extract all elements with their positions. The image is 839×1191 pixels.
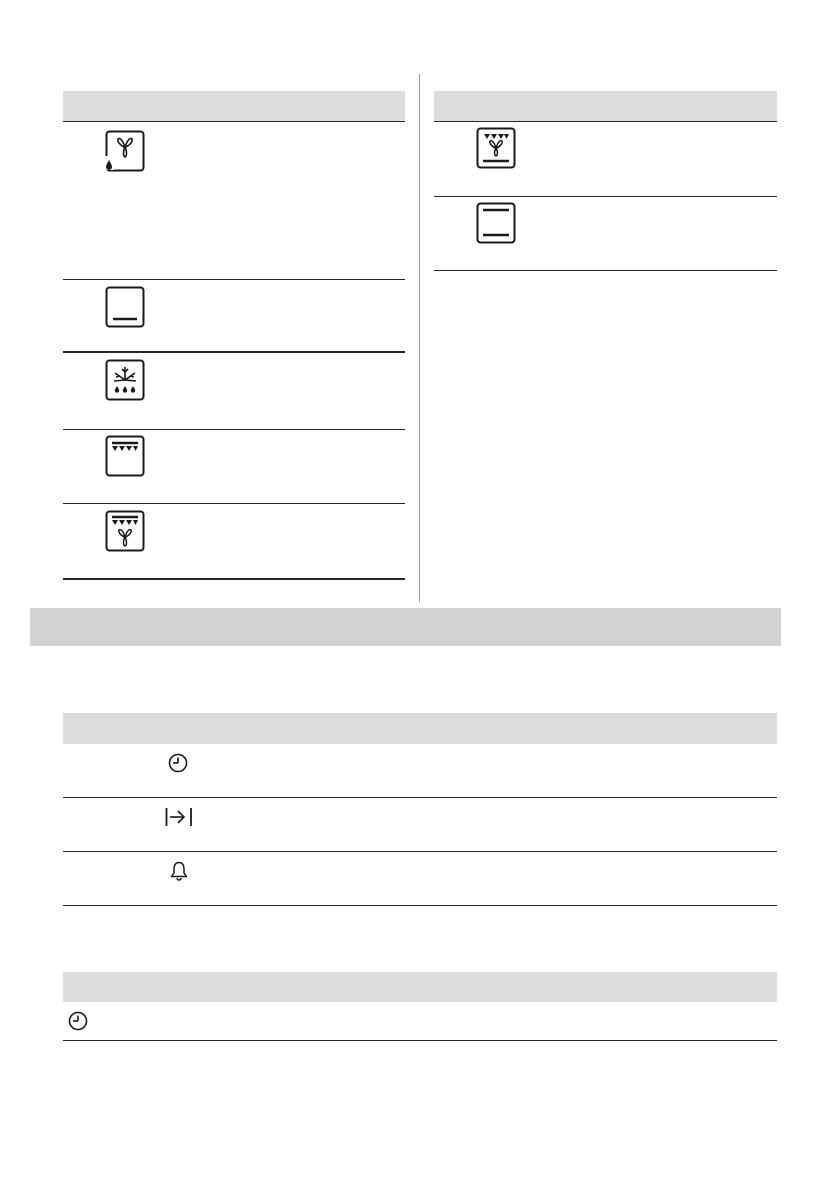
clock-icon (67, 1010, 89, 1032)
row-divider (434, 196, 777, 197)
grill-icon (104, 435, 146, 477)
defrost-icon (104, 359, 146, 401)
oven-functions-left-header (63, 91, 405, 121)
row-divider (63, 1040, 777, 1041)
row-divider (63, 121, 405, 122)
row-divider (434, 270, 777, 271)
row-divider (63, 351, 405, 353)
row-divider (63, 503, 405, 504)
row-divider (63, 429, 405, 430)
oven-functions-right-header (434, 91, 777, 121)
column-divider (419, 74, 420, 602)
bottom-heat-icon (104, 286, 146, 328)
grill-fan-icon (475, 127, 517, 169)
conventional-cooking-icon (475, 202, 517, 244)
turbo-grilling-icon (104, 510, 146, 552)
bell-icon (168, 860, 190, 882)
clock-icon (167, 752, 189, 774)
duration-icon (164, 806, 194, 828)
section-banner (30, 608, 781, 646)
row-divider (63, 905, 777, 906)
clock-functions-header (63, 713, 777, 744)
row-divider (63, 797, 777, 798)
row-divider (434, 121, 777, 122)
time-setting-header (63, 972, 777, 1002)
row-divider (63, 578, 405, 580)
moist-fan-baking-icon (104, 130, 146, 172)
row-divider (63, 279, 405, 280)
row-divider (63, 851, 777, 852)
